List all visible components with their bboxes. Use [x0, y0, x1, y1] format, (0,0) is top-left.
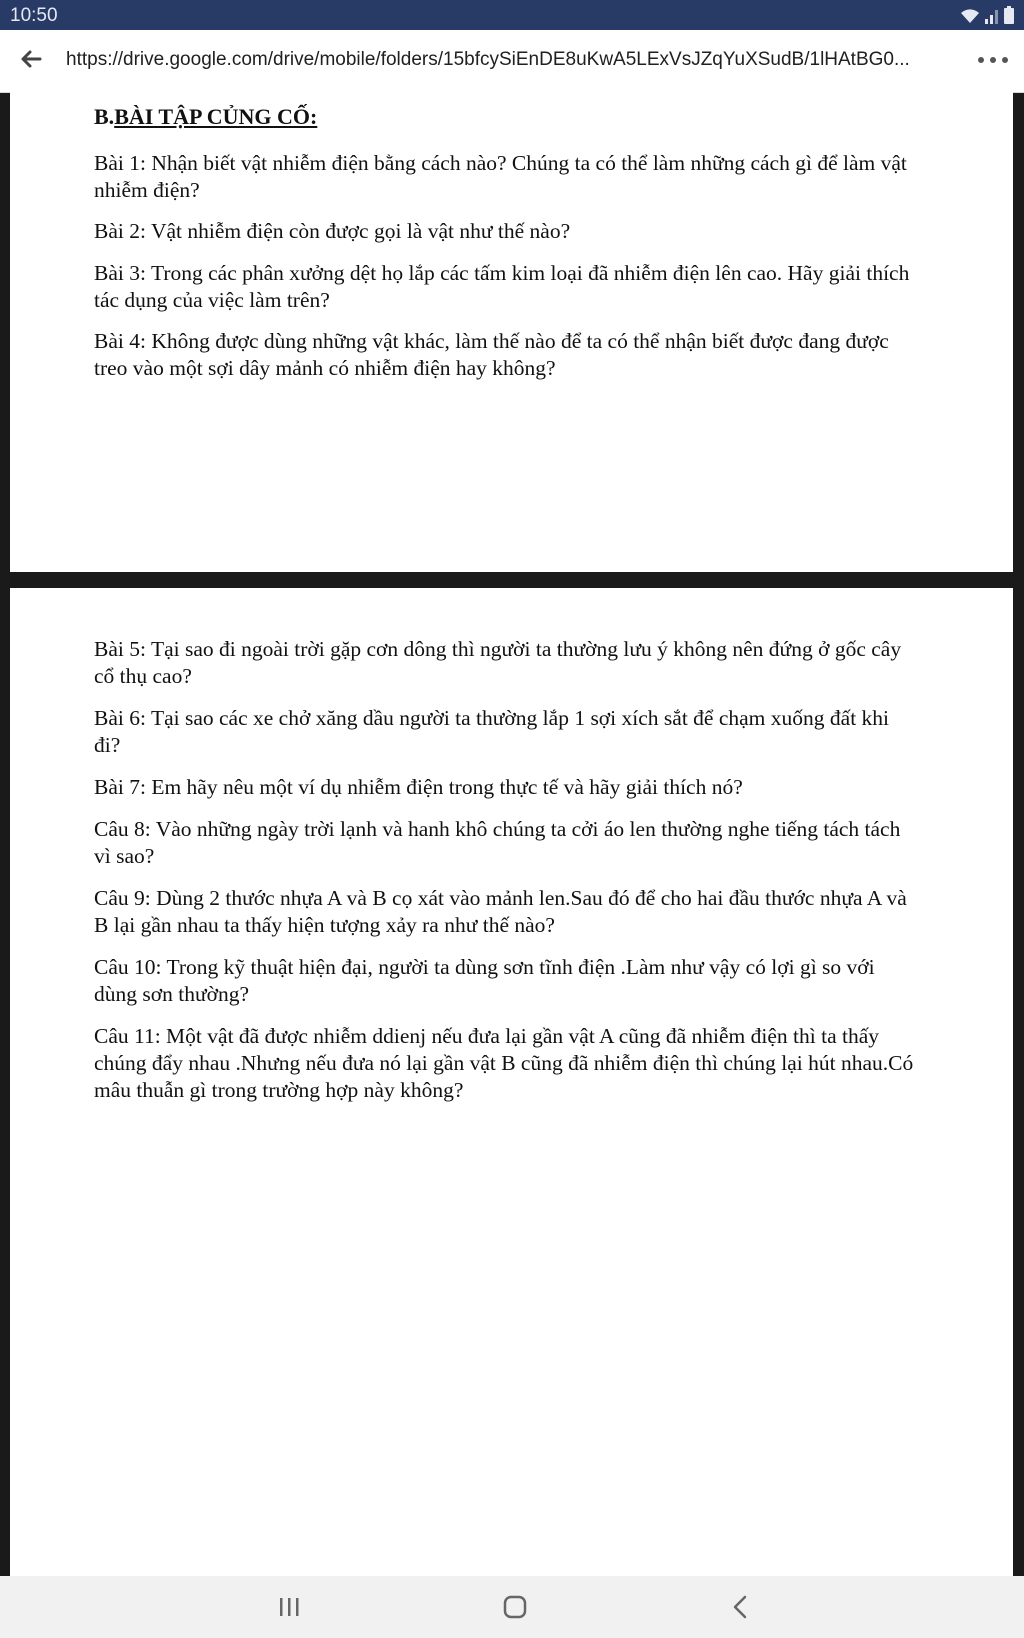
- recents-icon[interactable]: [275, 1593, 305, 1621]
- question-item: Câu 8: Vào những ngày trời lạnh và hanh khô chúng ta cởi áo len thường nghe tiếng tách tách vì sao?: [94, 817, 901, 868]
- back-icon[interactable]: [726, 1593, 756, 1621]
- document-page-2: [10, 588, 1013, 1576]
- question-item: Bài 5: Tại sao đi ngoài trời gặp cơn dông thì người ta thường lưu ý không nên đứng ở gốc cây cổ thụ cao?: [94, 637, 902, 688]
- home-icon[interactable]: [500, 1593, 530, 1621]
- heading-title: BÀI TẬP CỦNG CỐ:: [114, 104, 318, 129]
- status-bar: [0, 0, 1024, 30]
- signal-icon: [985, 8, 999, 29]
- battery-icon: [1004, 6, 1014, 29]
- status-time: 10:50: [10, 5, 58, 26]
- section-heading: [94, 104, 317, 130]
- status-icons: [960, 6, 1014, 29]
- question-item: Bài 1: Nhận biết vật nhiễm điện bằng cách nào? Chúng ta có thể làm những cách gì để làm vật nhiễm điện?: [94, 151, 907, 202]
- question-item: Bài 2: Vật nhiễm điện còn được gọi là vật như thế nào?: [94, 219, 571, 243]
- question-item: Bài 7: Em hãy nêu một ví dụ nhiễm điện trong thực tế và hãy giải thích nó?: [94, 775, 743, 799]
- document-page-1: [10, 92, 1013, 572]
- system-nav-bar: [0, 1576, 1024, 1638]
- question-item: Bài 4: Không được dùng những vật khác, làm thế nào để ta có thể nhận biết được đang được treo vào một sợi dây mảnh có nhiễm điện hay không?: [94, 329, 889, 380]
- question-item: Câu 10: Trong kỹ thuật hiện đại, người ta dùng sơn tĩnh điện .Làm như vậy có lợi gì so với dùng sơn thường?: [94, 955, 875, 1006]
- browser-toolbar: [0, 30, 1024, 93]
- back-arrow-icon[interactable]: [16, 44, 46, 74]
- url-field[interactable]: https://drive.google.com/drive/mobile/folders/15bfcySiEnDE8uKwA5LExVsJZqYuXSudB/1lHAtBG0...: [66, 49, 910, 70]
- question-item: Câu 11: Một vật đã được nhiễm ddienj nếu đưa lại gần vật A cũng đã nhiễm điện thì ta thấy chúng đẩy nhau .Nhưng nếu đưa nó lại gần vật B cũng đã nhiễm điện thì chúng lại hút nhau.Có mâu thuẫn gì trong trường hợp này không?: [94, 1024, 914, 1102]
- question-item: Bài 6: Tại sao các xe chở xăng dầu người ta thường lắp 1 sợi xích sắt để chạm xuống đất khi đi?: [94, 706, 890, 757]
- question-item: Bài 3: Trong các phân xưởng dệt họ lắp các tấm kim loại đã nhiễm điện lên cao. Hãy giải thích tác dụng của việc làm trên?: [94, 261, 910, 312]
- question-item: Câu 9: Dùng 2 thước nhựa A và B cọ xát vào mảnh len.Sau đó để cho hai đầu thước nhựa A và B lại gần nhau ta thấy hiện tượng xảy ra như thế nào?: [94, 886, 907, 937]
- heading-prefix: B.: [94, 104, 115, 129]
- more-options-icon[interactable]: [976, 48, 1010, 72]
- wifi-icon: [960, 8, 980, 29]
